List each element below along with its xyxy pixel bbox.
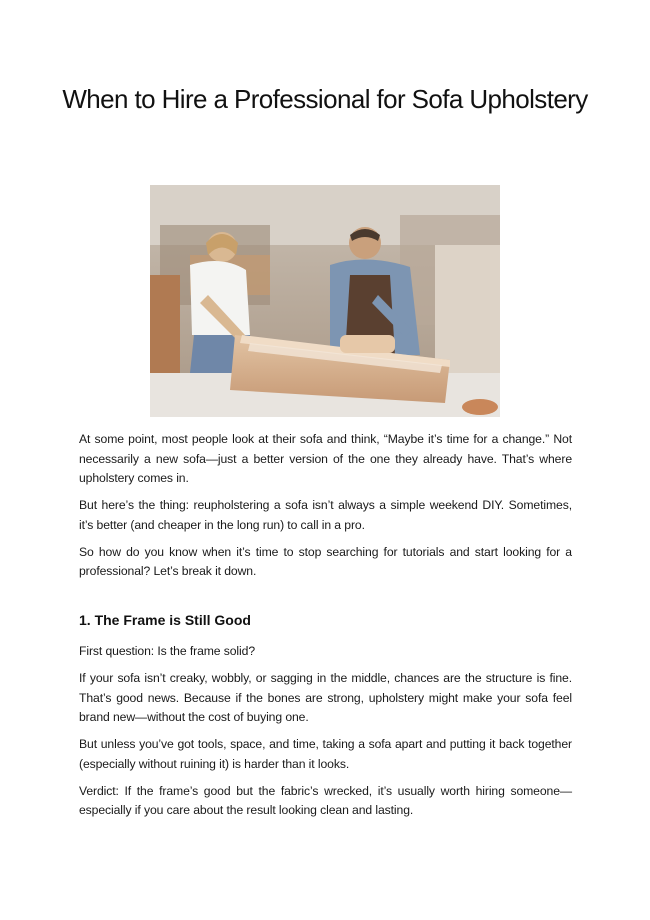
section-paragraph: But unless you’ve got tools, space, and time, taking a sofa apart and putting it back together (especially without ruining it) is harder than it looks.: [79, 737, 572, 771]
workshop-photo: [150, 185, 500, 417]
intro-paragraph: At some point, most people look at their sofa and think, “Maybe it’s time for a change.” Not necessarily a new sofa—just a better version of the one they already have. That’s where upholstery comes in.: [79, 432, 572, 485]
section-1-body: [79, 642, 572, 828]
section-paragraph: First question: Is the frame solid?: [79, 644, 256, 658]
section-paragraph: If your sofa isn’t creaky, wobbly, or sagging in the middle, chances are the structure is fine. That’s good news. Because if the bones are strong, upholstery might make your sofa feel brand new—without the cost of buying one.: [79, 671, 572, 724]
intro-paragraph: But here’s the thing: reupholstering a sofa isn’t always a simple weekend DIY. Sometimes, it’s better (and cheaper in the long run) to call in a pro.: [79, 498, 572, 532]
page-title: When to Hire a Professional for Sofa Upholstery: [62, 84, 588, 114]
section-heading: 1. The Frame is Still Good: [79, 612, 251, 628]
section-paragraph: Verdict: If the frame’s good but the fabric’s wrecked, it’s usually worth hiring someone—especially if you care about the result looking clean and lasting.: [79, 783, 572, 817]
intro-section: [79, 430, 572, 589]
intro-paragraph: So how do you know when it’s time to stop searching for tutorials and start looking for a professional? Let’s break it down.: [79, 544, 572, 578]
